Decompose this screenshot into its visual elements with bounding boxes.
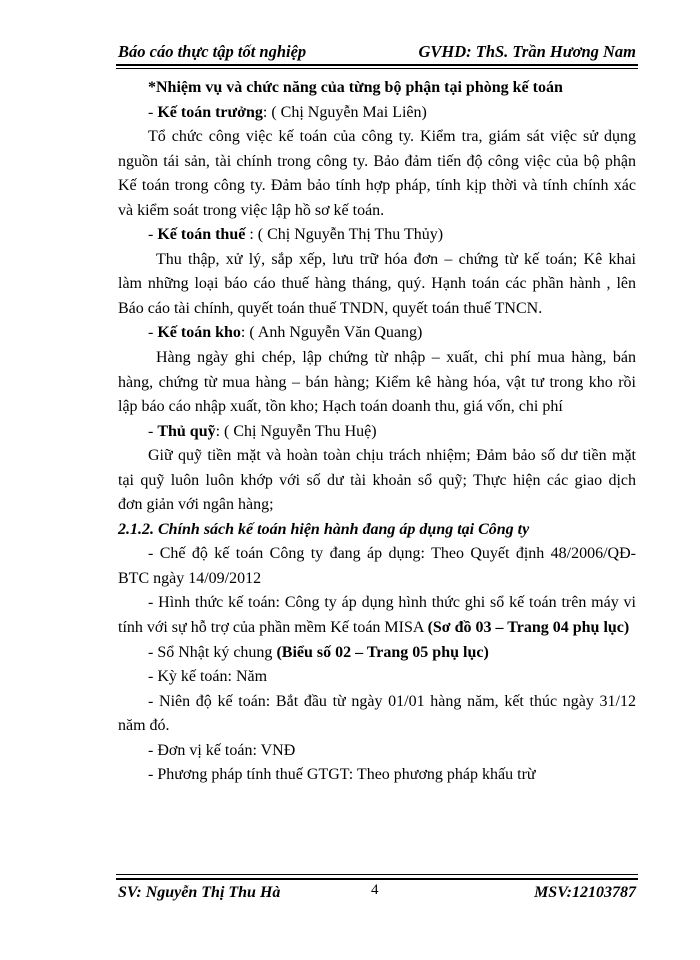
paragraph-line: Giữ quỹ tiền mặt và hoàn toàn chịu trách nhiệm; Đảm bảo số dư tiền mặt	[148, 447, 636, 465]
paragraph-line: nguồn tái sản, tài chính trong công ty. Bảo đảm tiến độ công việc của bộ phận	[118, 152, 636, 170]
student-name: SV: Nguyễn Thị Thu Hà	[118, 884, 281, 901]
header-rule-thin	[116, 68, 638, 69]
role-chief-accountant	[118, 101, 636, 126]
footer-rule-thick	[116, 878, 638, 880]
dash: -	[148, 103, 158, 121]
role-person: : ( Anh Nguyễn Văn Quang)	[240, 324, 423, 342]
paragraph-line: Thu thập, xử lý, sắp xếp, lưu trữ hóa đơn – chứng từ kế toán; Kê khai	[156, 250, 636, 268]
report-title: Báo cáo thực tập tốt nghiệp	[118, 42, 307, 61]
appendix-reference: (Sơ đồ 03 – Trang 04 phụ lục)	[427, 619, 630, 637]
page-number: 4	[371, 882, 379, 898]
dash: -	[148, 422, 158, 440]
policy-item: - Hình thức kế toán: Công ty áp dụng hình thức ghi sổ kế toán trên máy vi	[148, 594, 636, 612]
role-person: : ( Chị Nguyễn Thị Thu Thủy)	[245, 226, 444, 244]
role-title: Kế toán thuế	[157, 226, 246, 244]
paragraph-line	[118, 616, 636, 641]
role-title: Thủ quỹ	[157, 422, 216, 440]
paragraph-line: đơn giản với ngân hàng;	[118, 496, 274, 514]
paragraph-line: và kiểm soát trong việc lập hồ sơ kế toán.	[118, 201, 385, 219]
paragraph-line: lập báo cáo nhập xuất, tồn kho; Hạch toán doanh thu, giá vốn, chi phí	[118, 398, 563, 416]
policy-item: - Phương pháp tính thuế GTGT: Theo phương pháp khấu trừ	[148, 766, 536, 784]
role-person: : ( Chị Nguyễn Thu Huệ)	[215, 422, 377, 440]
section-heading-duties: *Nhiệm vụ và chức năng của từng bộ phận tại phòng kế toán	[148, 79, 563, 96]
policy-item: - Niên độ kế toán: Bắt đầu từ ngày 01/01 hàng năm, kết thúc ngày 31/12	[148, 692, 636, 710]
policy-item	[118, 641, 636, 666]
policy-item: - Chế độ kế toán Công ty đang áp dụng: Theo Quyết định 48/2006/QĐ-	[148, 545, 636, 563]
paragraph-line: BTC ngày 14/09/2012	[118, 569, 262, 587]
paragraph-line: làm những loại báo cáo thuế hàng tháng, quý. Hạnh toán các phần hành , lên	[118, 275, 636, 293]
role-treasurer	[118, 420, 636, 445]
paragraph-line: tại quỹ luôn luôn khớp với số dư tài khoản sổ quỹ; Thực hiện các giao dịch	[118, 471, 636, 489]
dash: -	[148, 226, 158, 244]
section-heading-accounting-policy: 2.1.2. Chính sách kế toán hiện hành đang áp dụng tại Công ty	[118, 520, 530, 538]
supervisor: GVHD: ThS. Trần Hương Nam	[418, 42, 636, 61]
paragraph-line: năm đó.	[118, 717, 170, 735]
paragraph-line: Tổ chức công việc kế toán của công ty. Kiểm tra, giám sát việc sử dụng	[148, 128, 636, 146]
role-title: Kế toán kho	[157, 324, 241, 342]
student-id: MSV:12103787	[534, 884, 636, 901]
role-title: Kế toán trưởng	[157, 103, 263, 121]
text-plain: - Sổ Nhật ký chung	[148, 643, 277, 661]
role-warehouse-accountant	[118, 321, 636, 346]
header-rule-thick	[116, 64, 638, 66]
paragraph-line: Hàng ngày ghi chép, lập chứng từ nhập – xuất, chi phí mua hàng, bán	[156, 349, 636, 367]
page-footer	[116, 874, 638, 914]
paragraph-line: hàng, chứng từ mua hàng – bán hàng; Kiểm kê hàng hóa, vật tư trong kho rồi	[118, 373, 636, 391]
text-plain: tính với sự hỗ trợ của phần mềm Kế toán MISA	[118, 619, 428, 637]
dash: -	[148, 324, 158, 342]
page-header	[116, 36, 638, 66]
policy-item: - Đơn vị kế toán: VNĐ	[148, 741, 296, 759]
appendix-reference: (Biểu số 02 – Trang 05 phụ lục)	[276, 643, 489, 661]
role-person: : ( Chị Nguyễn Mai Liên)	[262, 103, 427, 121]
paragraph-line: Báo cáo tài chính, quyết toán thuế TNDN, quyết toán thuế TNCN.	[118, 299, 543, 317]
role-tax-accountant	[118, 223, 636, 248]
policy-item: - Kỳ kế toán: Năm	[148, 668, 268, 686]
page-body	[118, 76, 636, 788]
paragraph-line: Kế toán trong công ty. Đảm bảo tính hợp pháp, tính kịp thời và tính chính xác	[118, 177, 636, 195]
footer-rule-thin	[116, 874, 638, 875]
